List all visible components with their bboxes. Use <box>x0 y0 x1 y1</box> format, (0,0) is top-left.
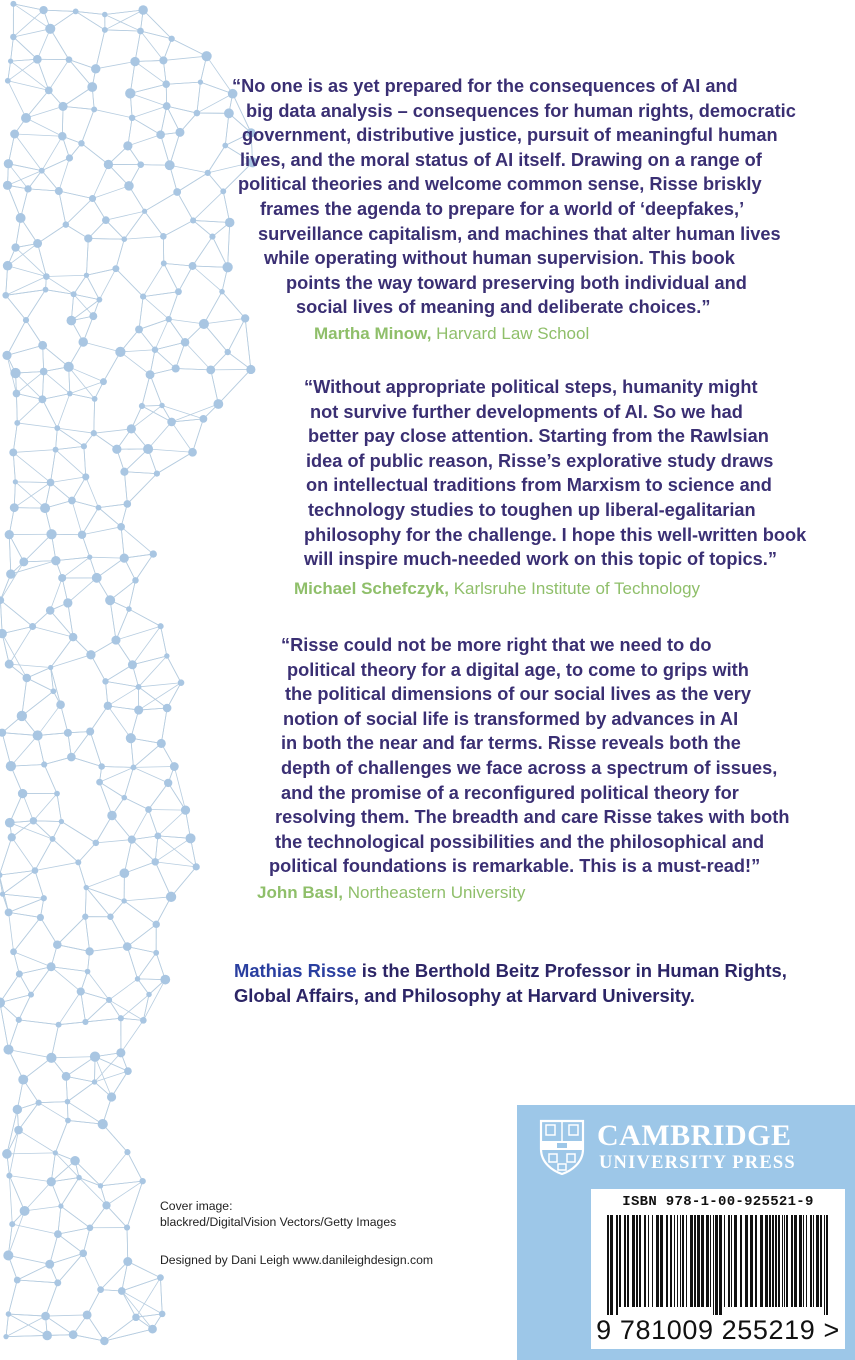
quote-line: political theories and welcome common sense, Risse briskly <box>238 174 762 195</box>
quote-2-attribution <box>294 579 700 599</box>
university-crest-icon <box>539 1119 585 1175</box>
quote-author: John Basl, <box>257 883 343 902</box>
publisher-panel <box>517 1105 855 1360</box>
quote-line: notion of social life is transformed by advances in AI <box>283 708 739 729</box>
quote-line: in both the near and far terms. Risse reveals both the <box>281 733 741 754</box>
quote-line: frames the agenda to prepare for a world of ‘deepfakes,’ <box>260 198 745 219</box>
quote-line: better pay close attention. Starting from the Rawlsian <box>308 426 769 447</box>
publisher-name: CAMBRIDGE <box>597 1119 792 1152</box>
barcode-digits: 9 781009 255219 > <box>596 1315 840 1345</box>
bio-text: Global Affairs, and Philosophy at Harvard University. <box>234 985 695 1006</box>
isbn-barcode <box>591 1189 845 1349</box>
quote-3-attribution <box>257 883 525 903</box>
quote-line: points the way toward preserving both individual and <box>286 272 747 293</box>
quote-affiliation: Karlsruhe Institute of Technology <box>453 579 701 598</box>
quote-line: philosophy for the challenge. I hope this well-written book <box>304 524 807 545</box>
endorsement-quote-3 <box>269 633 790 879</box>
author-name: Mathias Risse <box>234 960 357 981</box>
cover-image-credit <box>160 1198 396 1230</box>
quote-line: the technological possibilities and the philosophical and <box>275 831 765 852</box>
quote-line: depth of challenges we face across a spectrum of issues, <box>281 757 778 778</box>
quote-1-attribution <box>314 324 589 344</box>
bio-text: is the Berthold Beitz Professor in Human Rights, <box>356 960 787 981</box>
quote-line: will inspire much-needed work on this topic of topics.” <box>304 549 777 570</box>
publisher-subname: UNIVERSITY PRESS <box>599 1153 796 1173</box>
quote-line: not survive further developments of AI. So we had <box>310 401 743 422</box>
quote-affiliation: Harvard Law School <box>436 324 590 343</box>
barcode-bars <box>603 1215 833 1315</box>
quote-line: social lives of meaning and deliberate choices.” <box>296 297 711 318</box>
quote-affiliation: Northeastern University <box>347 883 526 902</box>
quote-author: Martha Minow, <box>314 324 432 343</box>
cover-image-label: Cover image: <box>160 1199 233 1213</box>
endorsement-quote-1 <box>232 74 796 320</box>
cover-image-source: blackred/DigitalVision Vectors/Getty Images <box>160 1215 397 1229</box>
quote-line: while operating without human supervision. This book <box>264 248 735 269</box>
quote-line: on intellectual traditions from Marxism to science and <box>306 475 772 496</box>
quote-line: big data analysis – consequences for human rights, democratic <box>246 100 796 121</box>
quote-line: idea of public reason, Risse’s explorative study draws <box>306 450 774 471</box>
quote-line: government, distributive justice, pursuit of meaningful human <box>242 125 778 146</box>
quote-line: “Risse could not be more right that we need to do <box>281 635 712 655</box>
quote-line: technology studies to toughen up liberal-egalitarian <box>308 499 756 520</box>
isbn-label: ISBN 978-1-00-925521-9 <box>622 1194 814 1210</box>
quote-line: lives, and the moral status of AI itself. Drawing on a range of <box>240 149 762 170</box>
quote-line: political theory for a digital age, to come to grips with <box>287 659 749 680</box>
quote-line: “Without appropriate political steps, humanity might <box>304 377 758 397</box>
quote-line: political foundations is remarkable. This is a must-read!” <box>269 856 761 877</box>
endorsement-quote-2 <box>304 375 806 572</box>
designer-credit <box>160 1252 433 1268</box>
quote-line: the political dimensions of our social lives as the very <box>285 684 751 705</box>
quote-line: surveillance capitalism, and machines that alter human lives <box>258 223 781 244</box>
quote-line: “No one is as yet prepared for the consequences of AI and <box>232 76 738 96</box>
author-bio <box>234 958 787 1008</box>
quote-author: Michael Schefczyk, <box>294 579 449 598</box>
designer-text: Designed by Dani Leigh www.danileighdesign.com <box>160 1253 434 1267</box>
quote-line: resolving them. The breadth and care Risse takes with both <box>275 807 790 828</box>
quote-line: and the promise of a reconfigured political theory for <box>281 782 739 803</box>
